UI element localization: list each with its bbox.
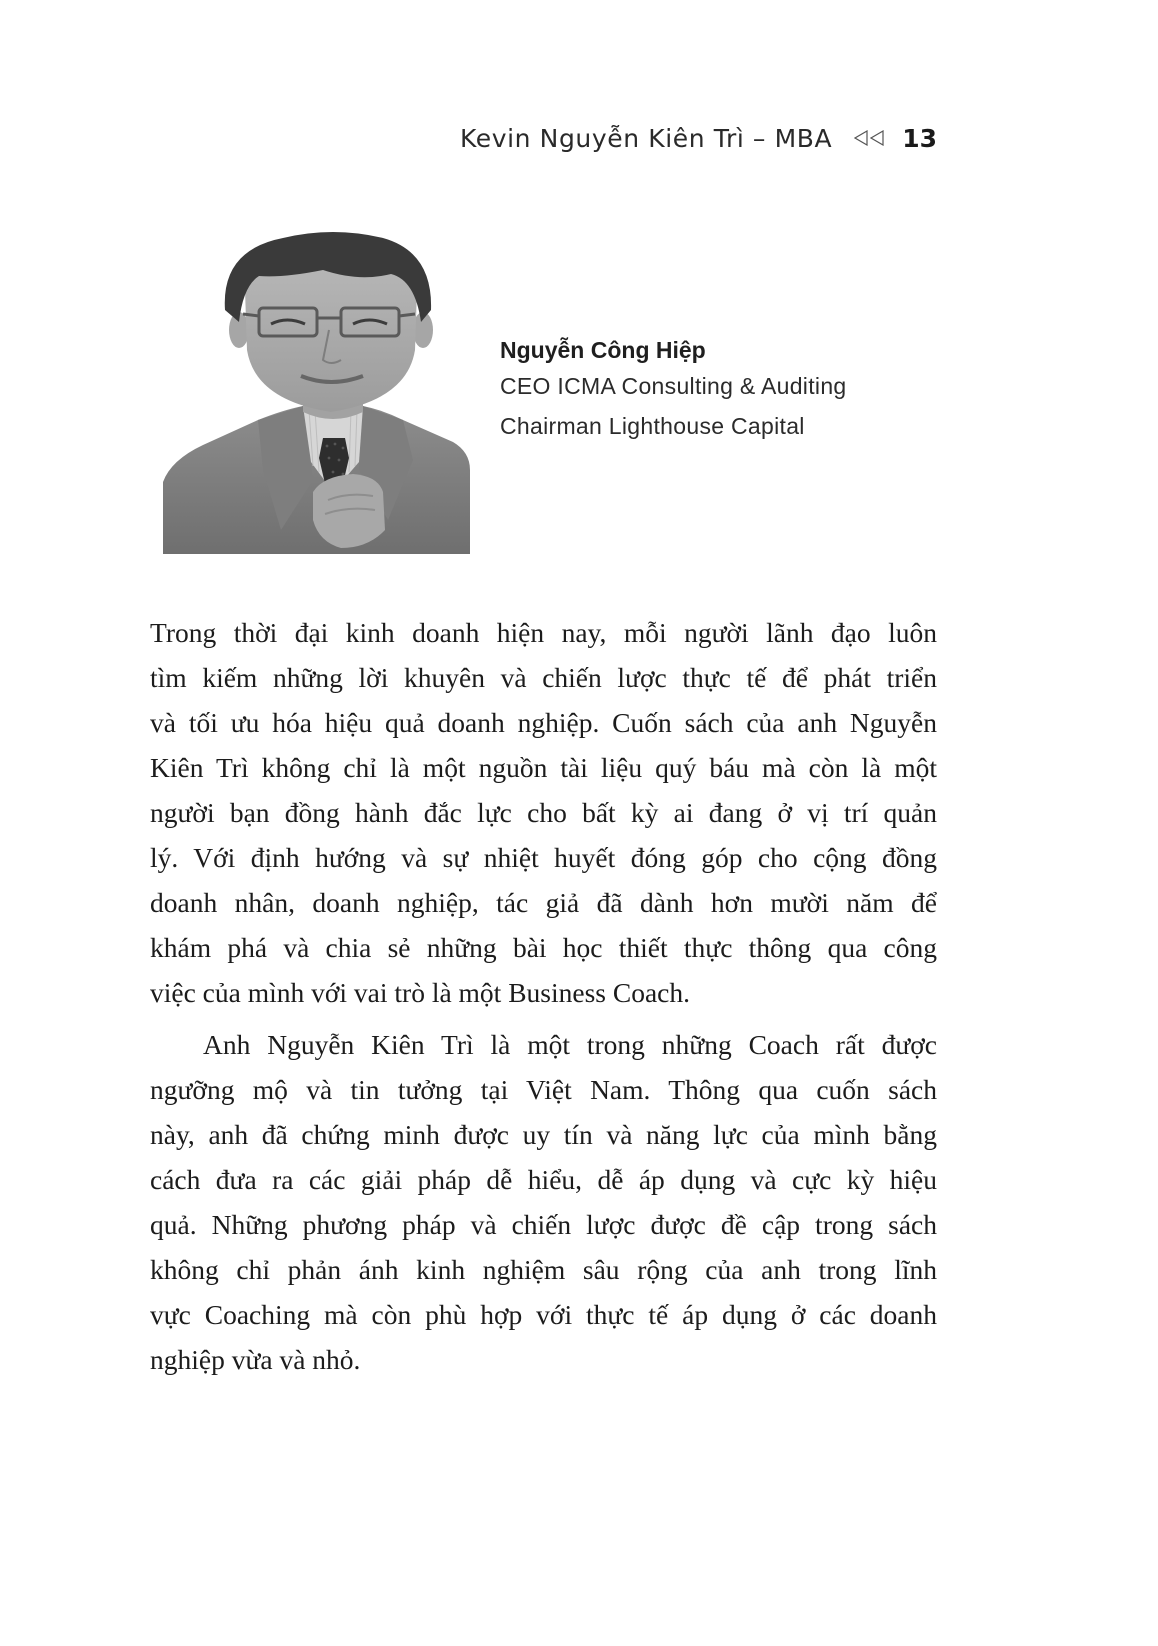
text-line: không chỉ phản ánh kinh nghiệm sâu rộng của anh trong lĩnh: [150, 1254, 937, 1285]
text-line: vực Coaching mà còn phù hợp với thực tế áp dụng ở các doanh: [150, 1299, 937, 1330]
paragraph-2: [150, 1022, 937, 1382]
text-line: Anh Nguyễn Kiên Trì là một trong những Coach rất được: [203, 1029, 937, 1060]
left-triangle-icon: [854, 130, 868, 146]
double-left-triangle-icon: [854, 128, 884, 148]
text-line: việc của mình với vai trò là một Business Coach.: [150, 977, 690, 1008]
text-line: và tối ưu hóa hiệu quả doanh nghiệp. Cuốn sách của anh Nguyễn: [150, 707, 937, 738]
running-title: Kevin Nguyễn Kiên Trì – MBA: [460, 123, 833, 153]
text-line: tìm kiếm những lời khuyên và chiến lược thực tế để phát triển: [150, 662, 937, 693]
author-role-ceo: CEO ICMA Consulting & Auditing: [500, 373, 847, 399]
author-role-chairman: Chairman Lighthouse Capital: [500, 413, 805, 439]
author-block: [163, 230, 963, 555]
text-line: này, anh đã chứng minh được uy tín và năng lực của mình bằng: [150, 1119, 937, 1150]
body-text: [150, 610, 937, 1382]
text-line: Trong thời đại kinh doanh hiện nay, mỗi người lãnh đạo luôn: [150, 617, 937, 648]
text-line: người bạn đồng hành đắc lực cho bất kỳ ai đang ở vị trí quản: [150, 797, 937, 828]
text-line: Kiên Trì không chỉ là một nguồn tài liệu quý báu mà còn là một: [150, 752, 937, 783]
paragraph-1: [150, 610, 937, 1015]
text-line: quả. Những phương pháp và chiến lược được đề cập trong sách: [150, 1209, 937, 1240]
author-name: Nguyễn Công Hiệp: [500, 337, 706, 363]
page-number: 13: [902, 123, 937, 153]
text-line: ngưỡng mộ và tin tưởng tại Việt Nam. Thông qua cuốn sách: [150, 1074, 937, 1105]
left-triangle-icon: [870, 130, 884, 146]
portrait-image: [163, 230, 470, 554]
running-header: [460, 118, 937, 158]
author-photo: [163, 230, 470, 554]
text-line: lý. Với định hướng và sự nhiệt huyết đóng góp cho cộng đồng: [150, 842, 937, 873]
text-line: doanh nhân, doanh nghiệp, tác giả đã dành hơn mười năm để: [150, 887, 937, 918]
text-line: nghiệp vừa và nhỏ.: [150, 1344, 361, 1375]
text-line: cách đưa ra các giải pháp dễ hiểu, dễ áp dụng và cực kỳ hiệu: [150, 1164, 937, 1195]
text-line: khám phá và chia sẻ những bài học thiết thực thông qua công: [150, 932, 937, 963]
author-info: [500, 334, 847, 446]
